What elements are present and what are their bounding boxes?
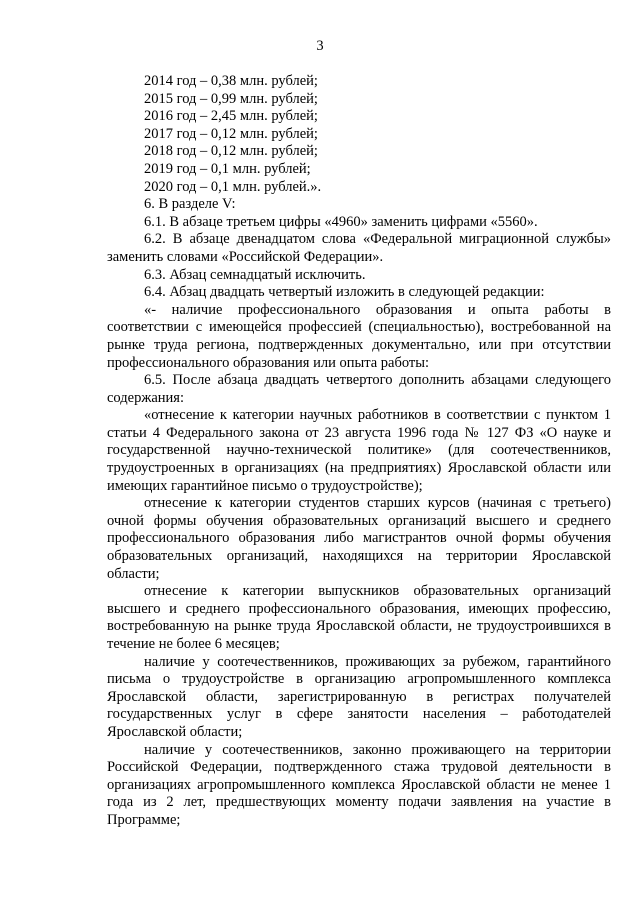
clause-6-5: 6.5. После абзаца двадцать четвертого дополнить абзацами следующего содержания: [107, 372, 611, 406]
clause-6-4: 6.4. Абзац двадцать четвертый изложить в следующей редакции: [144, 284, 545, 301]
list-item-2016: 2016 год – 2,45 млн. рублей; [144, 108, 318, 125]
document-body [107, 73, 611, 830]
list-item-2018: 2018 год – 0,12 млн. рублей; [144, 143, 318, 160]
list-item-2020: 2020 год – 0,1 млн. рублей.». [144, 178, 322, 195]
page-number: 3 [316, 38, 324, 54]
clause-6-5-item-5: наличие у соотечественников, законно проживающего на территории Российской Федерации, подтвержденного стажа трудовой деятельности в организациях агропромышленного комплекса Ярославской области не менее 1 года из 2 лет, предшествующих моменту подачи заявления на участие в Программе; [107, 741, 611, 828]
list-item-2017: 2017 год – 0,12 млн. рублей; [144, 125, 318, 142]
list-item-2019: 2019 год – 0,1 млн. рублей; [144, 160, 311, 177]
list-item-2014: 2014 год – 0,38 млн. рублей; [144, 73, 318, 89]
clause-6-2: 6.2. В абзаце двенадцатом слова «Федеральной миграционной службы» заменить словами «Российской Федерации». [107, 231, 611, 265]
clause-6-5-item-4: наличие у соотечественников, проживающих за рубежом, гарантийного письма о трудоустройстве в организацию агропромышленного комплекса Ярославской области, зарегистрированную в регистрах получателей государственных услуг в сфере занятости населения – работодателей Ярославской области; [107, 653, 611, 740]
clause-6-4-text: «- наличие профессионального образования и опыта работы в соответствии с имеющейся профессией (специальностью), востребованной на рынке труда региона, подтвержденных документально, или при отсутствии профессионального образования или опыта работы: [107, 301, 611, 371]
clause-6-1: 6.1. В абзаце третьем цифры «4960» заменить цифрами «5560». [144, 213, 538, 230]
clause-6-3: 6.3. Абзац семнадцатый исключить. [144, 266, 366, 283]
clause-6-5-item-3: отнесение к категории выпускников образовательных организаций высшего и среднего профессионального образования, имеющих профессию, востребованную на рынке труда Ярославской области, не трудоустроившихся в течение не более 6 месяцев; [107, 583, 611, 652]
section-6-heading: 6. В разделе V: [144, 196, 236, 213]
clause-6-5-item-1: «отнесение к категории научных работников в соответствии с пунктом 1 статьи 4 Федерального закона от 23 августа 1996 года № 127 ФЗ «О науке и государственной научно-технической политике» (для соотечественников, трудоустроенных в организациях (на предприятиях) Ярославской области или имеющих гарантийное письмо о трудоустройстве); [107, 407, 611, 494]
list-item-2015: 2015 год – 0,99 млн. рублей; [144, 90, 318, 107]
clause-6-5-item-2: отнесение к категории студентов старших курсов (начиная с третьего) очной формы обучения образовательных организаций высшего и среднего профессионального образования либо магистрантов очной формы обучения образовательных организаций, находящихся на территории Ярославской области; [107, 495, 611, 582]
